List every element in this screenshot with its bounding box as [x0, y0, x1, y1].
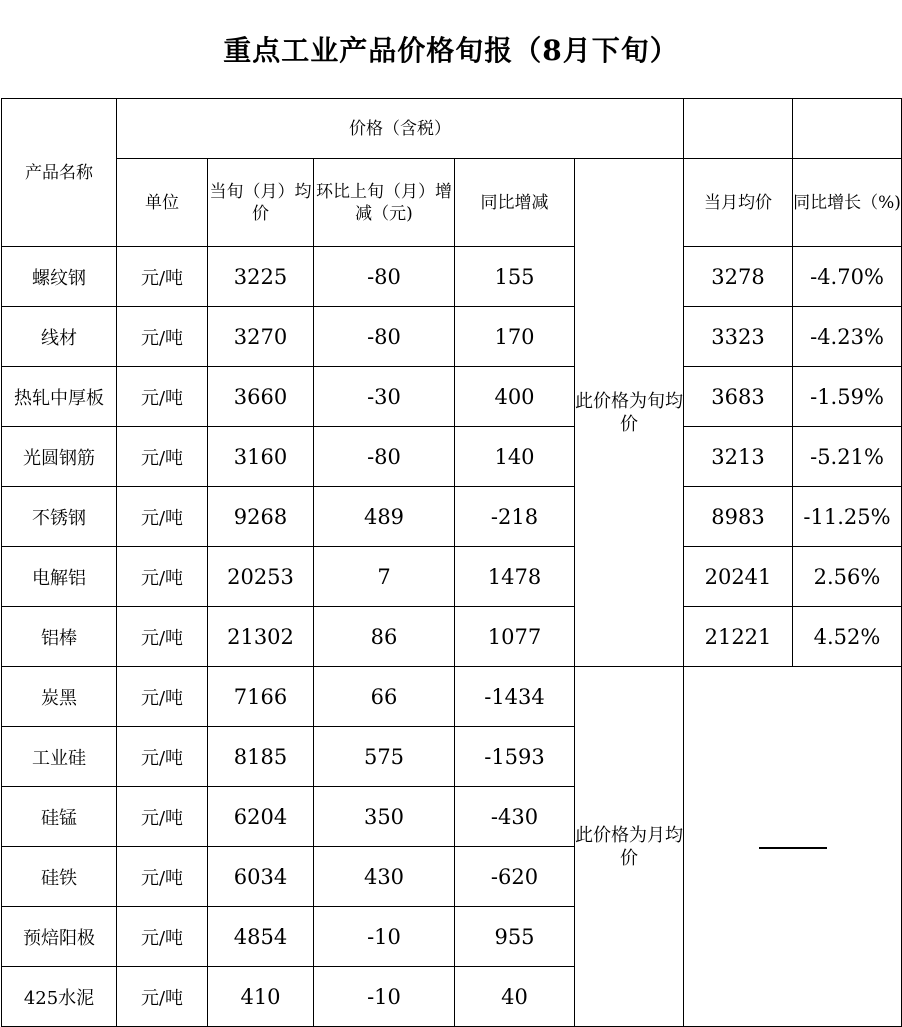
product-name-cell: 炭黑: [2, 667, 117, 727]
monthly-avg-cell: 20241: [684, 547, 793, 607]
product-name-cell: 线材: [2, 307, 117, 367]
page-title: 重点工业产品价格旬报（8月下旬）: [223, 34, 679, 67]
yoy-change-cell: 155: [455, 247, 575, 307]
header-empty-cell: [793, 99, 902, 159]
mom-change-cell: 7: [314, 547, 455, 607]
header-current-avg: 当旬（月）均价: [208, 159, 314, 247]
unit-cell: 元/吨: [117, 547, 208, 607]
note-month-avg: 此价格为月均价: [575, 667, 684, 1027]
current-price-cell: 3270: [208, 307, 314, 367]
mom-change-cell: 575: [314, 727, 455, 787]
yoy-growth-cell: -1.59%: [793, 367, 902, 427]
current-price-cell: 8185: [208, 727, 314, 787]
mom-change-cell: 86: [314, 607, 455, 667]
table-row: [2, 667, 902, 727]
current-price-cell: 9268: [208, 487, 314, 547]
product-name-cell: 预焙阳极: [2, 907, 117, 967]
current-price-cell: 410: [208, 967, 314, 1027]
yoy-growth-cell: 4.52%: [793, 607, 902, 667]
yoy-change-cell: 140: [455, 427, 575, 487]
table-row: [2, 367, 902, 427]
header-empty-cell: [684, 99, 793, 159]
mom-change-cell: 66: [314, 667, 455, 727]
current-price-cell: 3160: [208, 427, 314, 487]
yoy-growth-cell: -4.70%: [793, 247, 902, 307]
unit-cell: 元/吨: [117, 907, 208, 967]
product-name-cell: 不锈钢: [2, 487, 117, 547]
header-product-name: 产品名称: [2, 99, 117, 247]
current-price-cell: 20253: [208, 547, 314, 607]
yoy-change-cell: 40: [455, 967, 575, 1027]
header-yoy-change: 同比增减: [455, 159, 575, 247]
yoy-change-cell: -1593: [455, 727, 575, 787]
current-price-cell: 6204: [208, 787, 314, 847]
table-row: [2, 247, 902, 307]
yoy-change-cell: -218: [455, 487, 575, 547]
header-yoy-growth: 同比增长（%): [793, 159, 902, 247]
mom-change-cell: -30: [314, 367, 455, 427]
unit-cell: 元/吨: [117, 847, 208, 907]
product-name-cell: 硅铁: [2, 847, 117, 907]
header-unit: 单位: [117, 159, 208, 247]
note-ten-day-avg: 此价格为旬均价: [575, 159, 684, 667]
mom-change-cell: 489: [314, 487, 455, 547]
monthly-avg-cell: 3683: [684, 367, 793, 427]
yoy-change-cell: -1434: [455, 667, 575, 727]
yoy-change-cell: -430: [455, 787, 575, 847]
header-monthly-avg: 当月均价: [684, 159, 793, 247]
unit-cell: 元/吨: [117, 247, 208, 307]
current-price-cell: 4854: [208, 907, 314, 967]
yoy-growth-cell: 2.56%: [793, 547, 902, 607]
mom-change-cell: -10: [314, 907, 455, 967]
monthly-avg-cell: 8983: [684, 487, 793, 547]
product-name-cell: 电解铝: [2, 547, 117, 607]
price-table: [1, 98, 902, 1027]
unit-cell: 元/吨: [117, 607, 208, 667]
current-price-cell: 21302: [208, 607, 314, 667]
unit-cell: 元/吨: [117, 727, 208, 787]
yoy-change-cell: 400: [455, 367, 575, 427]
header-mom-change: 环比上旬（月）增减（元): [314, 159, 455, 247]
unit-cell: 元/吨: [117, 427, 208, 487]
yoy-change-cell: -620: [455, 847, 575, 907]
product-name-cell: 光圆钢筋: [2, 427, 117, 487]
yoy-growth-cell: -5.21%: [793, 427, 902, 487]
monthly-avg-cell: 3278: [684, 247, 793, 307]
product-name-cell: 热轧中厚板: [2, 367, 117, 427]
monthly-avg-cell: 21221: [684, 607, 793, 667]
current-price-cell: 3225: [208, 247, 314, 307]
unit-cell: 元/吨: [117, 667, 208, 727]
unit-cell: 元/吨: [117, 787, 208, 847]
dash-placeholder: [759, 847, 827, 849]
yoy-change-cell: 955: [455, 907, 575, 967]
header-price-tax: 价格（含税）: [117, 99, 684, 159]
table-row: [2, 307, 902, 367]
unit-cell: 元/吨: [117, 967, 208, 1027]
product-name-cell: 硅锰: [2, 787, 117, 847]
unit-cell: 元/吨: [117, 367, 208, 427]
monthly-avg-cell: 3213: [684, 427, 793, 487]
product-name-cell: 铝棒: [2, 607, 117, 667]
table-row: [2, 547, 902, 607]
table-row: [2, 427, 902, 487]
unit-cell: 元/吨: [117, 487, 208, 547]
yoy-growth-cell: -11.25%: [793, 487, 902, 547]
yoy-change-cell: 1478: [455, 547, 575, 607]
current-price-cell: 7166: [208, 667, 314, 727]
mom-change-cell: -10: [314, 967, 455, 1027]
not-applicable-cell: [684, 667, 902, 1027]
current-price-cell: 3660: [208, 367, 314, 427]
yoy-growth-cell: -4.23%: [793, 307, 902, 367]
mom-change-cell: 350: [314, 787, 455, 847]
product-name-cell: 工业硅: [2, 727, 117, 787]
table-row: [2, 487, 902, 547]
yoy-change-cell: 1077: [455, 607, 575, 667]
mom-change-cell: -80: [314, 427, 455, 487]
mom-change-cell: -80: [314, 247, 455, 307]
product-name-cell: 425水泥: [2, 967, 117, 1027]
monthly-avg-cell: 3323: [684, 307, 793, 367]
current-price-cell: 6034: [208, 847, 314, 907]
product-name-cell: 螺纹钢: [2, 247, 117, 307]
mom-change-cell: -80: [314, 307, 455, 367]
table-row: [2, 607, 902, 667]
mom-change-cell: 430: [314, 847, 455, 907]
yoy-change-cell: 170: [455, 307, 575, 367]
unit-cell: 元/吨: [117, 307, 208, 367]
